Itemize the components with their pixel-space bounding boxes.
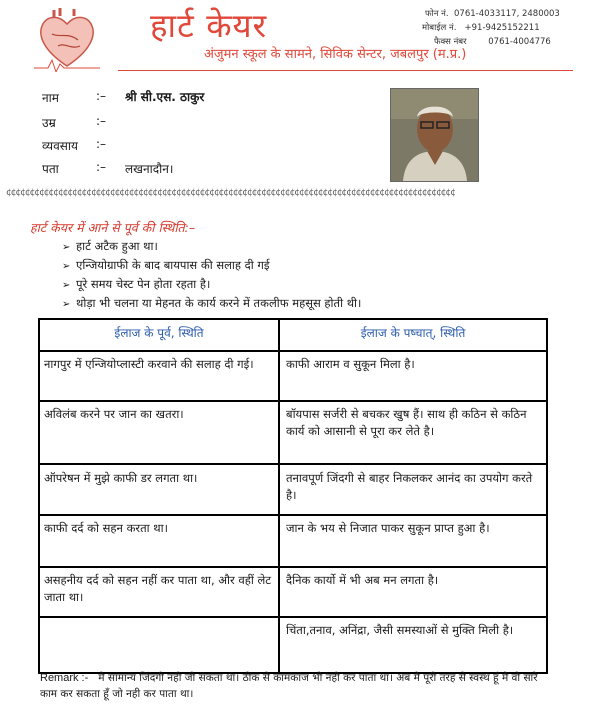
row-divider (40, 350, 546, 352)
age-sep: :– (96, 114, 107, 128)
contact-phone: फोन नं. 0761-4033117, 2480003 (425, 9, 560, 19)
row-divider (40, 616, 546, 618)
table-cell-after: तनावपूर्ण जिंदगी से बाहर निकलकर आनंद का उपयोग करते है। (286, 471, 533, 502)
table-cell-after: दैनिक कार्यो में भी अब मन लगता है। (286, 573, 439, 587)
address-sep: :– (96, 160, 107, 174)
arrow-bullet-icon: ➢ (62, 299, 71, 310)
contact-fax: फैक्स नंबर 0761-4004776 (434, 37, 551, 47)
patient-photo (390, 88, 479, 182)
arrow-bullet-icon: ➢ (62, 242, 71, 253)
decorative-separator: ¢¢¢¢¢¢¢¢¢¢¢¢¢¢¢¢¢¢¢¢¢¢¢¢¢¢¢¢¢¢¢¢¢¢¢¢¢¢¢¢¢¢¢¢¢¢¢¢¢¢¢¢¢¢¢¢¢¢¢¢¢¢¢¢¢¢¢¢¢¢¢¢¢¢¢¢¢¢¢¢¢¢¢¢¢¢¢¢¢¢¢¢¢¢¢ (6, 188, 455, 198)
condition-item: ➢ थोड़ा भी चलना या मेहनत के कार्य करने में तकलीफ महसूस होती थी। (62, 296, 362, 310)
table-header-after: ईलाज के पष्चात्, स्थिति (360, 326, 466, 340)
treatment-table (38, 318, 548, 674)
occupation-label: व्यवसाय (42, 139, 78, 153)
table-cell-before: नागपुर में एन्जियोप्लास्टी करवाने की सलाह दी गई। (44, 357, 254, 371)
table-cell-before: ऑपरेषन में मुझे काफी डर लगता था। (44, 471, 198, 485)
address-value: लखनादौन। (125, 162, 174, 176)
condition-item: ➢ हार्ट अटैक हुआ था। (62, 239, 158, 253)
header-divider (118, 70, 573, 71)
name-sep: :– (96, 89, 107, 103)
table-header-before: ईलाज के पूर्व, स्थिति (114, 326, 204, 340)
condition-item: ➢ एन्जियोग्राफी के बाद बायपास की सलाह दी गई (62, 258, 270, 272)
condition-item: ➢ पूरे समय चेस्ट पेन होता रहता है। (62, 277, 211, 291)
table-cell-before: असहनीय दर्द को सहन नहीं कर पाता था, और वहीं लेट जाता था। (44, 573, 272, 604)
brand-title: हार्ट केयर (150, 6, 268, 45)
remark-label: Remark :- (40, 672, 89, 684)
table-cell-after: जान के भय से निजात पाकर सुकून प्राप्त हुआ है। (286, 521, 490, 535)
name-value: श्री सी.एस. ठाकुर (125, 90, 205, 104)
contact-mobile: मोबाईल नं. +91-9425152211 (422, 23, 540, 33)
heart-logo-icon (34, 6, 100, 72)
arrow-bullet-icon: ➢ (62, 280, 71, 291)
row-divider (40, 400, 546, 402)
occupation-sep: :– (96, 137, 107, 151)
age-label: उम्र (42, 116, 56, 130)
arrow-bullet-icon: ➢ (62, 261, 71, 272)
table-cell-before: अविलंब करने पर जान का खतरा। (44, 407, 184, 421)
table-cell-after: बॉयपास सर्जरी से बचकर खुष हैं। साथ ही कठिन से कठिन कार्य को आसानी से पूरा कर लेते है। (286, 407, 527, 438)
table-cell-after: काफी आराम व सुकून मिला है। (286, 357, 415, 371)
column-divider (278, 320, 280, 672)
remark-text: मै सामान्य जिंदगी नही जी सकता था। ठीक से कामकाज भी नही कर पाता था। अब मै पूरी तरह से स्वस्थ हूँ मै वो सारे काम कर सकता हूँ जो नही कर पाता था। (40, 672, 538, 700)
remark (40, 670, 546, 702)
brand-address: अंजुमन स्कूल के सामने, सिविक सेन्टर, जबलपुर (म.प्र.) (204, 47, 467, 62)
address-label: पता (42, 162, 59, 176)
row-divider (40, 514, 546, 516)
condition-title: हार्ट केयर में आने से पूर्व की स्थिति:– (30, 220, 196, 235)
row-divider (40, 463, 546, 465)
table-cell-before: काफी दर्द को सहन करता था। (44, 521, 168, 535)
table-cell-after: चिंता,तनाव, अनिंद्रा, जैसी समस्याओं से मुक्ति मिली है। (286, 623, 514, 637)
name-label: नाम (42, 91, 59, 105)
row-divider (40, 566, 546, 568)
